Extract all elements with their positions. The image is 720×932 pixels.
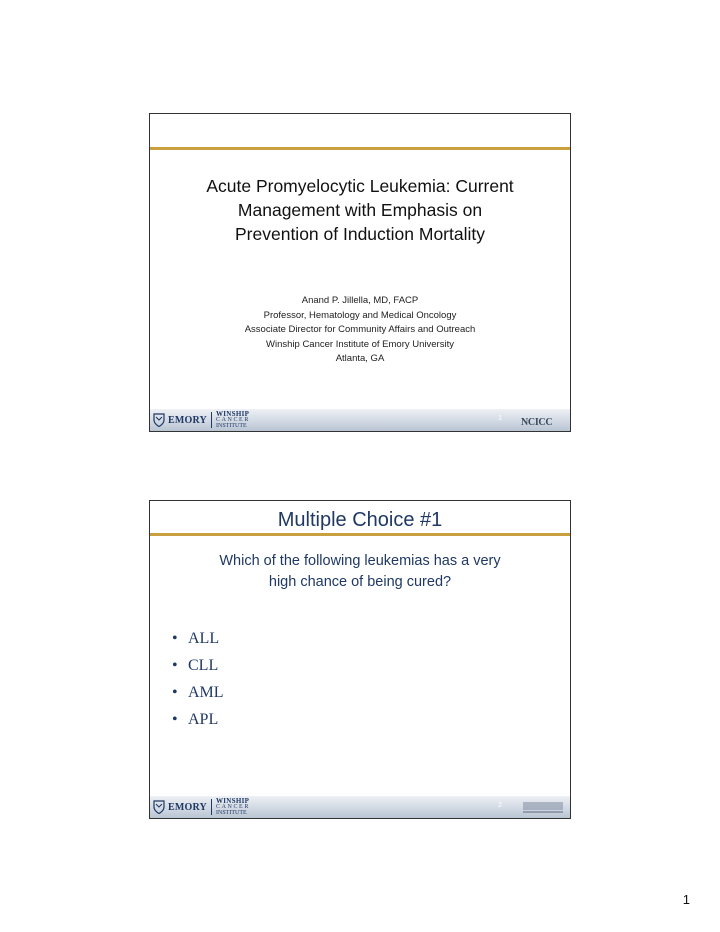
slide-number: 1	[498, 415, 502, 422]
question-line: high chance of being cured?	[268, 574, 452, 590]
choice-item: • AML	[172, 679, 224, 706]
title-divider	[150, 147, 570, 150]
page-number: 1	[682, 892, 690, 907]
emory-winship-logo	[153, 798, 250, 816]
bullet-icon: •	[172, 711, 178, 728]
bullet-icon: •	[172, 684, 178, 701]
title-line: Prevention of Induction Mortality	[235, 224, 485, 244]
choice-item: • APL	[172, 706, 224, 733]
slide-title: Multiple Choice #1	[277, 509, 443, 531]
slide-footer	[150, 796, 570, 818]
slide-number: 2	[498, 802, 502, 809]
bullet-icon: •	[172, 657, 178, 674]
slide-2	[149, 500, 571, 819]
emory-winship-logo	[153, 411, 250, 429]
title-line: Acute Promyelocytic Leukemia: Current	[206, 176, 514, 196]
bullet-icon: •	[172, 630, 178, 647]
author-line: Atlanta, GA	[335, 353, 385, 364]
choice-item: • ALL	[172, 625, 224, 652]
author-name: Anand P. Jillella, MD, FACP	[301, 295, 419, 306]
author-line: Associate Director for Community Affairs and Outreach	[244, 324, 476, 335]
slide-footer	[150, 409, 570, 431]
partner-logo-icon	[521, 799, 565, 815]
logo-emory: EMORY	[168, 801, 207, 813]
author-line: Winship Cancer Institute of Emory University	[266, 338, 454, 350]
author-block	[160, 294, 560, 367]
logo-divider	[211, 799, 212, 815]
logo-emory: EMORY	[168, 414, 207, 426]
shield-icon	[153, 800, 165, 814]
slide-title	[160, 174, 560, 246]
choice-list	[172, 625, 224, 733]
slide-1	[149, 113, 571, 432]
logo-winship: WINSHIP CANCER INSTITUTE	[215, 797, 250, 816]
ncicc-logo: NCICC	[521, 417, 553, 428]
shield-icon	[153, 413, 165, 427]
question-line: Which of the following leukemias has a very	[219, 553, 501, 569]
logo-winship: WINSHIP CANCER INSTITUTE	[215, 410, 250, 429]
title-divider	[150, 533, 570, 536]
author-line: Professor, Hematology and Medical Oncology	[263, 309, 457, 321]
question-text	[170, 551, 550, 593]
title-line: Management with Emphasis on	[237, 200, 483, 220]
logo-divider	[211, 412, 212, 428]
choice-item: • CLL	[172, 652, 224, 679]
